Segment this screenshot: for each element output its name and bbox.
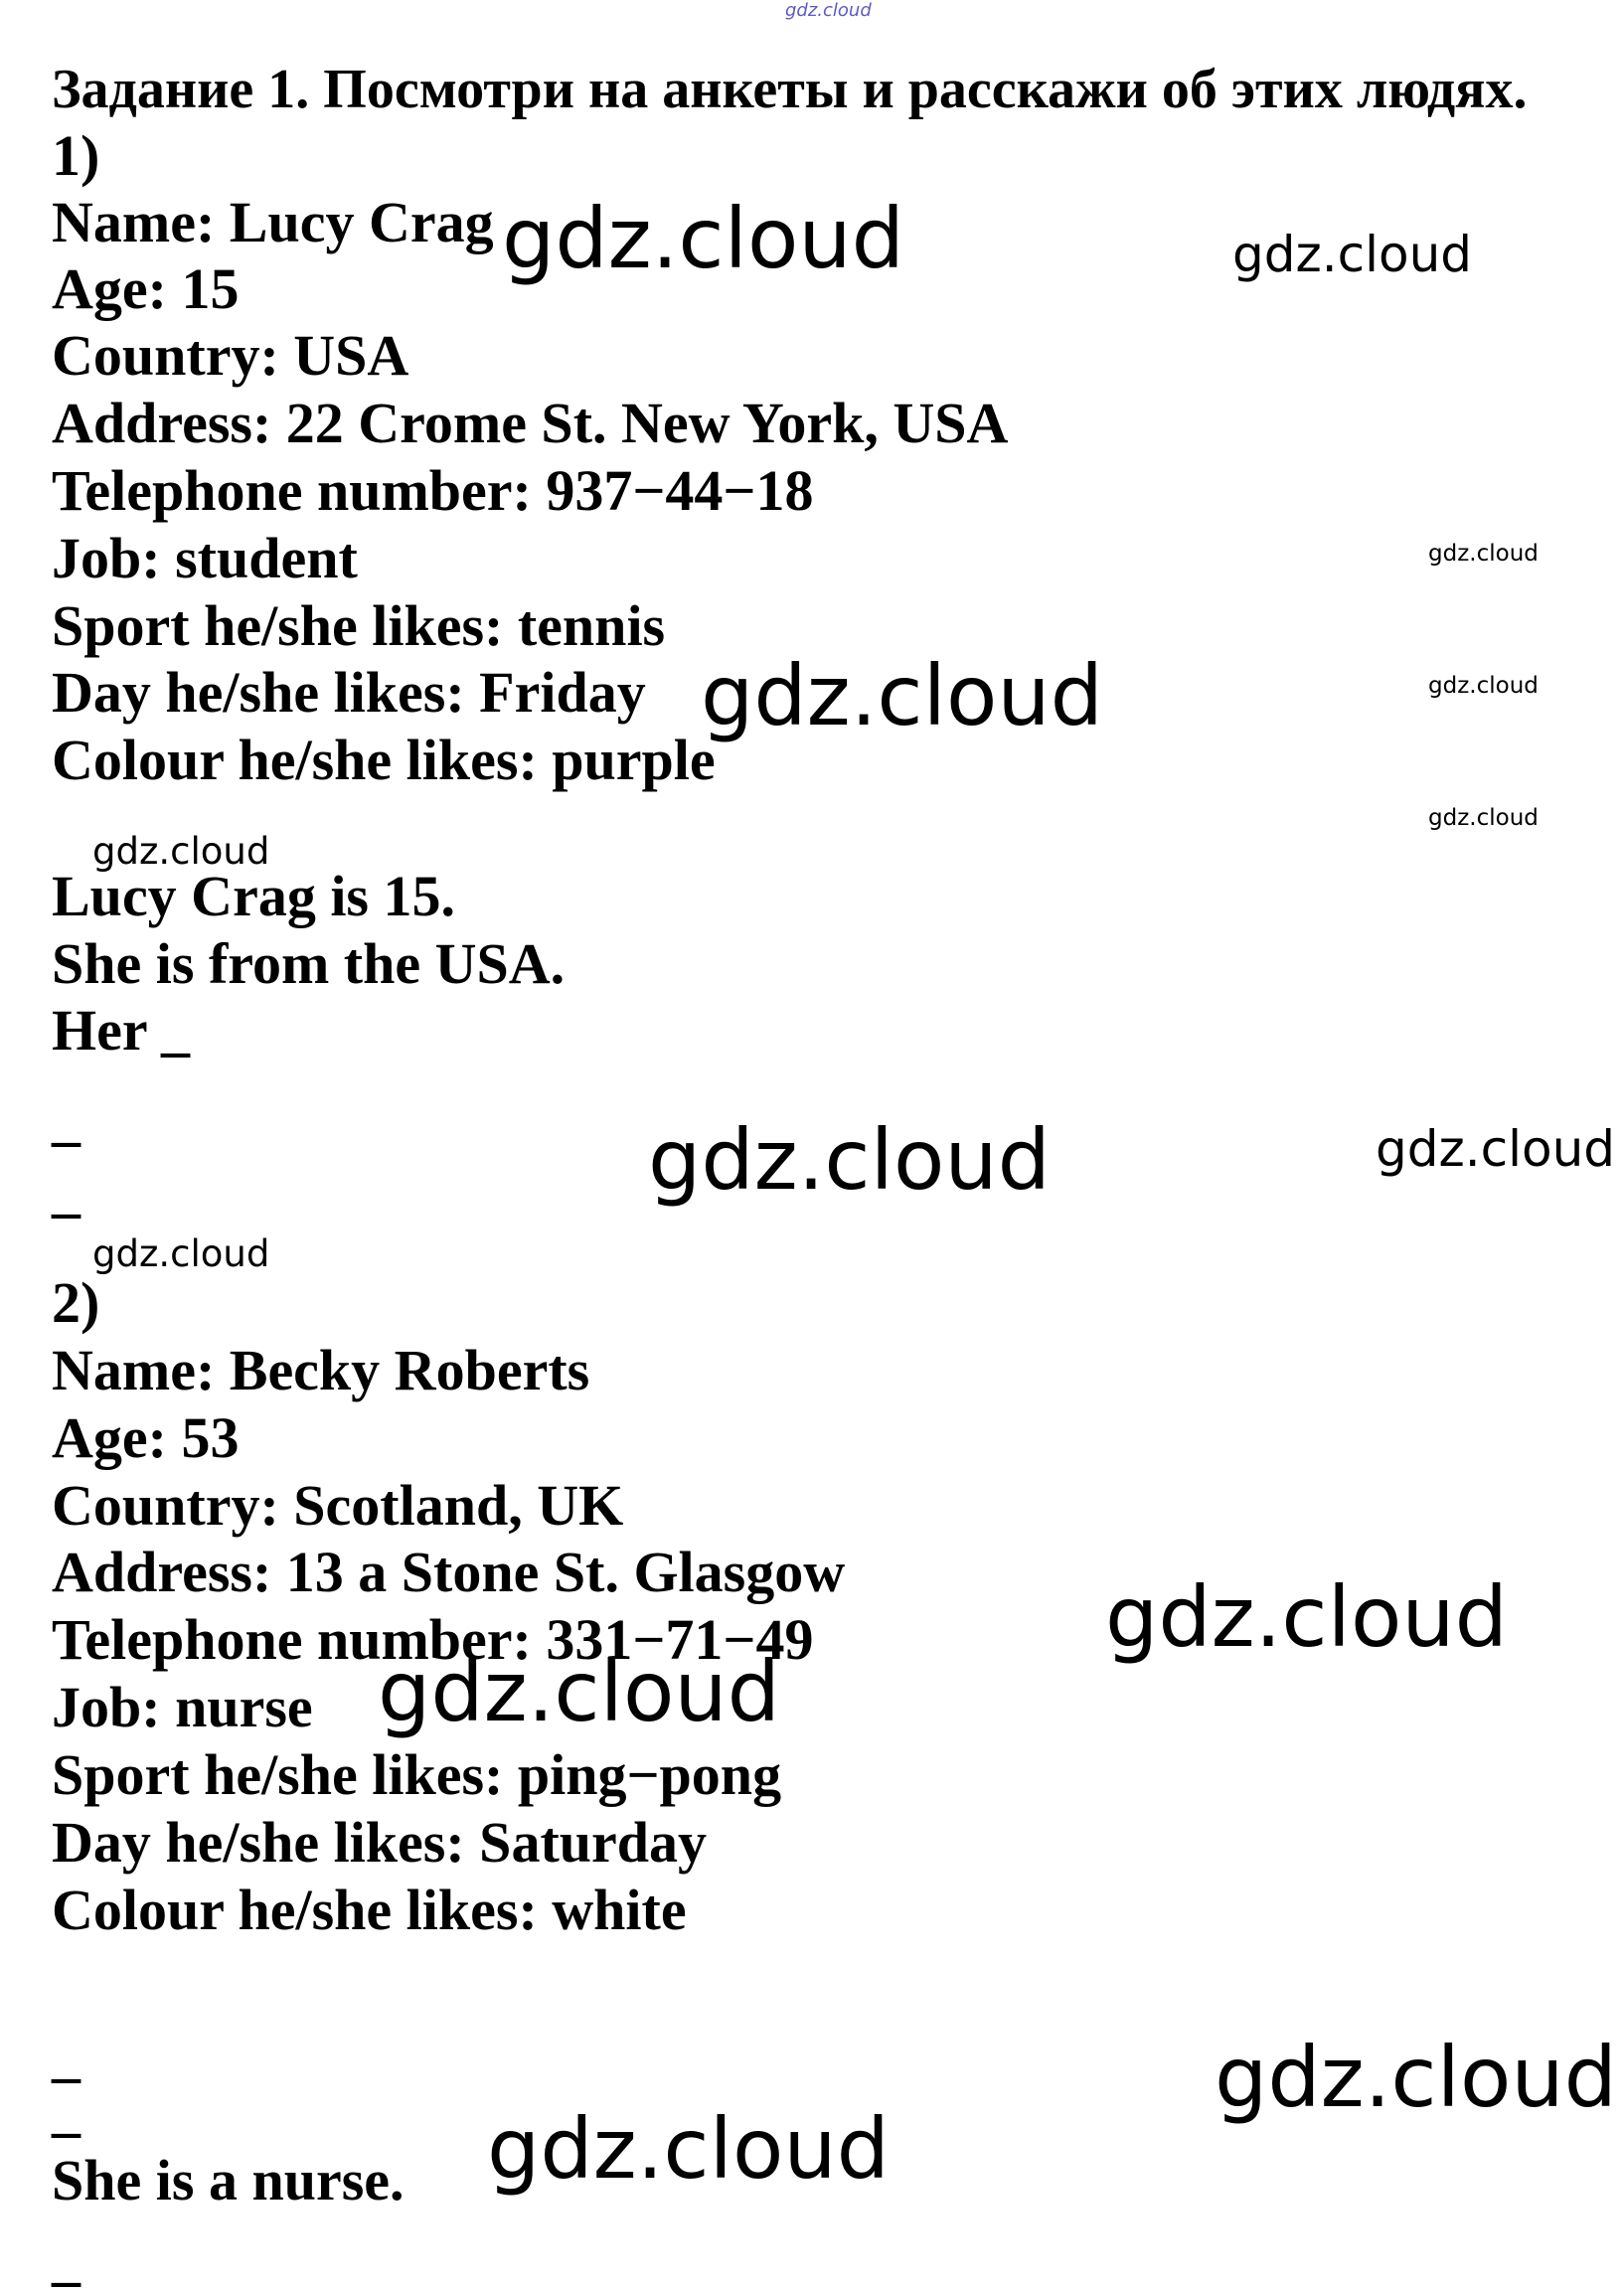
story1-line1: Lucy Crag is 15. xyxy=(52,864,455,928)
task-title: Задание 1. Посмотри на анкеты и расскажи об этих людях. xyxy=(52,59,1528,120)
watermark: gdz.cloud xyxy=(92,830,270,873)
header-watermark: gdz.cloud xyxy=(785,0,872,21)
watermark: gdz.cloud xyxy=(1232,226,1473,283)
form2-address: Address: 13 a Stone St. Glasgow xyxy=(52,1540,846,1604)
form1-telephone: Telephone number: 937−44−18 xyxy=(52,458,814,523)
watermark: gdz.cloud xyxy=(92,1232,270,1275)
watermark: gdz.cloud xyxy=(1376,1120,1616,1178)
form2-day: Day he/she likes: Saturday xyxy=(52,1810,708,1875)
story2-line4: _ xyxy=(52,2227,81,2292)
watermark: gdz.cloud xyxy=(648,1111,1051,1209)
form1-country: Country: USA xyxy=(52,323,409,388)
story1-line4: _ xyxy=(52,1087,81,1152)
story1-line2: She is from the USA. xyxy=(52,931,566,996)
watermark: gdz.cloud xyxy=(502,190,904,287)
form2-colour: Colour he/she likes: white xyxy=(52,1878,687,1942)
watermark: gdz.cloud xyxy=(378,1643,780,1740)
form1-name: Name: Lucy Crag xyxy=(52,190,494,254)
form2-age: Age: 53 xyxy=(52,1405,240,1470)
story1-line3: Her _ xyxy=(52,998,191,1063)
watermark: gdz.cloud xyxy=(487,2100,890,2198)
form1-sport: Sport he/she likes: tennis xyxy=(52,593,666,658)
form1-colour: Colour he/she likes: purple xyxy=(52,728,716,792)
watermark: gdz.cloud xyxy=(1428,673,1539,699)
story2-line3: She is a nurse. xyxy=(52,2148,405,2212)
watermark: gdz.cloud xyxy=(1105,1568,1508,1666)
form2-sport: Sport he/she likes: ping−pong xyxy=(52,1742,782,1807)
story2-line2: _ xyxy=(52,2078,81,2143)
watermark: gdz.cloud xyxy=(701,647,1103,744)
watermark: gdz.cloud xyxy=(1215,2029,1617,2126)
story1-line5: _ xyxy=(52,1159,81,1224)
form1-day: Day he/she likes: Friday xyxy=(52,660,646,725)
form2-job: Job: nurse xyxy=(52,1675,313,1739)
watermark: gdz.cloud xyxy=(1428,541,1539,567)
story2-line1: _ xyxy=(52,2024,81,2088)
form1-number: 1) xyxy=(52,123,100,188)
form2-number: 2) xyxy=(52,1270,100,1335)
watermark: gdz.cloud xyxy=(1428,805,1539,831)
form2-name: Name: Becky Roberts xyxy=(52,1338,590,1402)
form1-age: Age: 15 xyxy=(52,256,240,321)
form1-job: Job: student xyxy=(52,526,358,590)
form2-telephone: Telephone number: 331−71−49 xyxy=(52,1607,814,1672)
form2-country: Country: Scotland, UK xyxy=(52,1473,624,1538)
form1-address: Address: 22 Crome St. New York, USA xyxy=(52,391,1009,455)
